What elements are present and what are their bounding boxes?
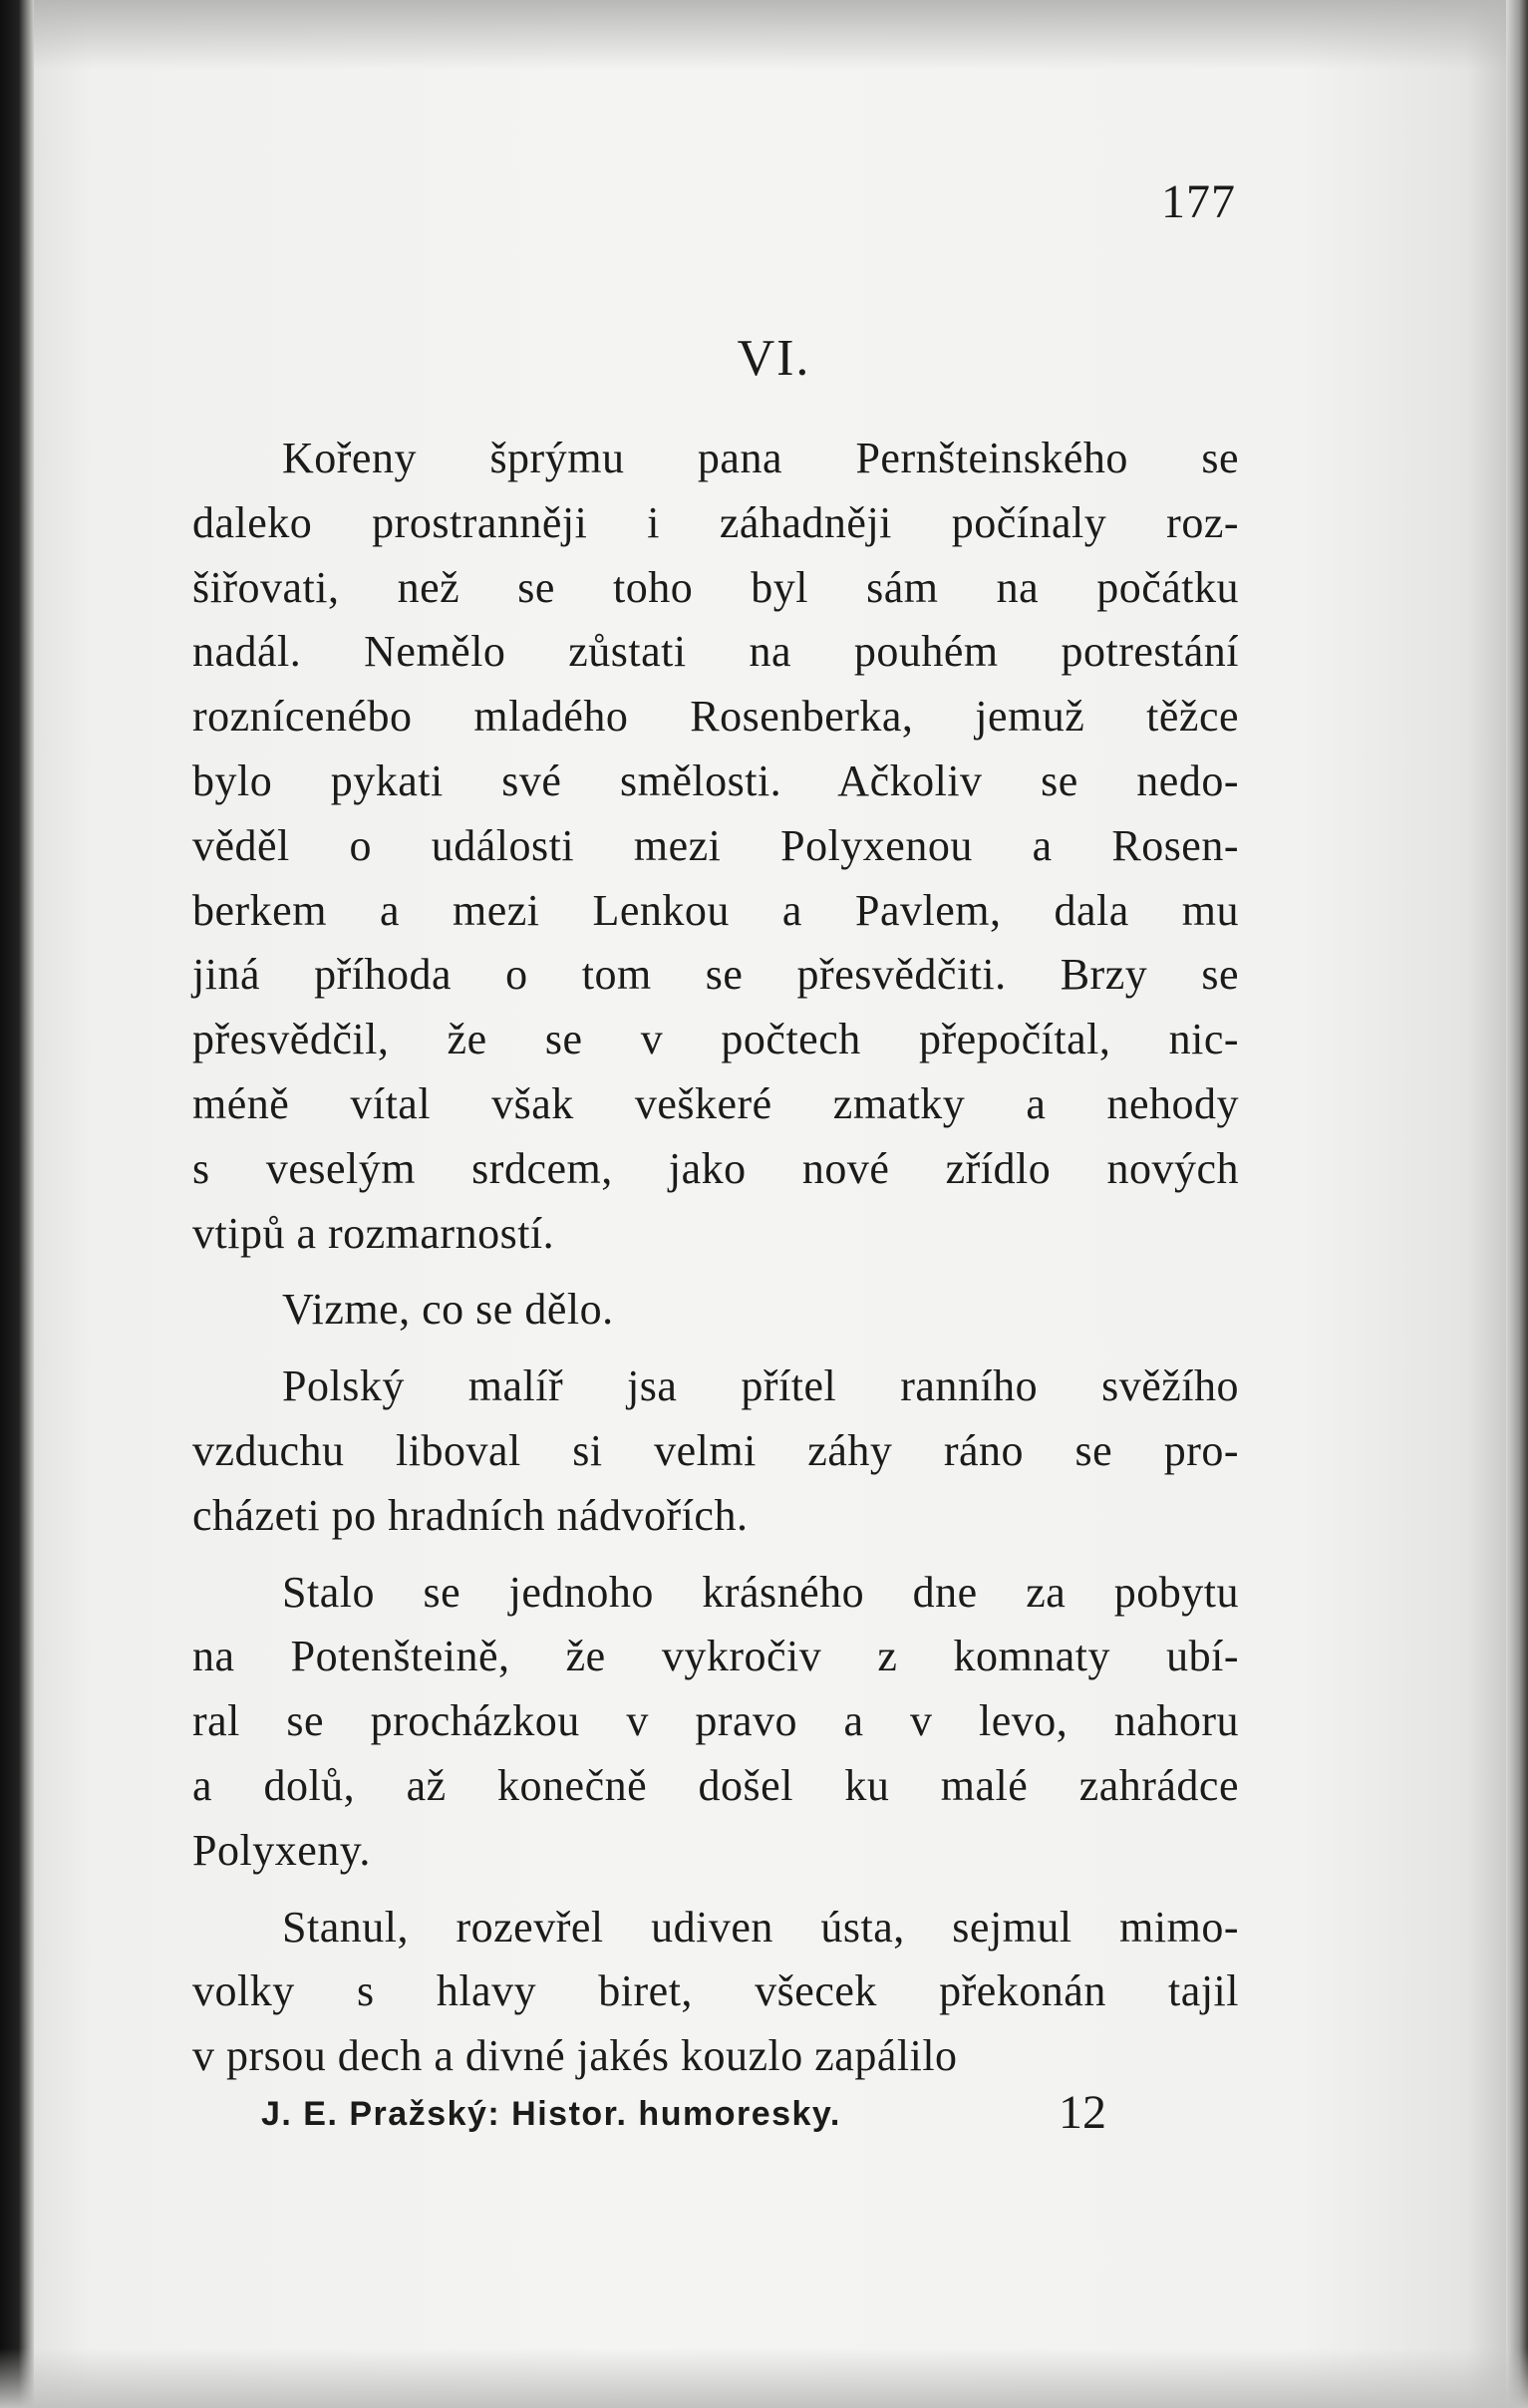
text-line: šiřovati, než se toho byl sám na počátku (192, 562, 1239, 612)
text-line: nadál. Nemělo zůstati na pouhém potrestání (192, 627, 1239, 677)
body-text (192, 427, 1239, 2101)
text-line: volky s hlavy biret, všecek překonán tajil (192, 1966, 1239, 2016)
text-line: s veselým srdcem, jako nové zřídlo nových (192, 1143, 1239, 1193)
footer-title: J. E. Pražský: Histor. humoresky. (261, 2095, 841, 2133)
page-number: 177 (1161, 175, 1236, 228)
text-line: a dolů, až konečně došel ku malé zahrádce (192, 1760, 1239, 1810)
text-line: Stanul, rozevřel udiven ústa, sejmul mimo- (282, 1902, 1239, 1952)
page-bottom-shadow (0, 2348, 1528, 2408)
chapter-heading: VI. (737, 330, 811, 387)
text-line: vzduchu liboval si velmi záhy ráno se pro- (192, 1425, 1239, 1475)
text-line: méně vítal však veškeré zmatky a nehody (192, 1078, 1239, 1128)
text-line: ral se procházkou v pravo a v levo, nahoru (192, 1696, 1239, 1746)
text-line: na Potenšteině, že vykročiv z komnaty ubí- (192, 1632, 1239, 1681)
paragraph (192, 1896, 1239, 2089)
text-line: přesvědčil, že se v počtech přepočítal, nic- (192, 1015, 1239, 1064)
text-line: roznícenébo mladého Rosenberka, jemuž těžce (192, 692, 1239, 742)
page-top-shadow (0, 0, 1528, 70)
page-footer (261, 2085, 1118, 2145)
text-line: jiná příhoda o tom se přesvědčiti. Brzy se (192, 950, 1239, 1000)
paragraph (192, 1561, 1239, 1884)
text-line: Polyxeny. (192, 1825, 371, 1875)
text-line: Kořeny šprýmu pana Pernšteinského se (282, 434, 1239, 482)
text-line: Polský malíř jsa přítel ranního svěžího (282, 1361, 1239, 1411)
text-line: daleko prostranněji i záhadněji počínaly roz- (192, 497, 1239, 547)
text-line: bylo pykati své smělosti. Ačkoliv se nedo- (192, 755, 1239, 805)
paragraph (192, 427, 1239, 1266)
text-line: věděl o události mezi Polyxenou a Rosen- (192, 820, 1239, 870)
text-line: v prsou dech a divné jakés kouzlo zapálilo (192, 2031, 958, 2081)
text-line: vtipů a rozmarností. (192, 1208, 555, 1258)
paragraph (192, 1278, 1239, 1343)
text-line: Vizme, co se dělo. (282, 1285, 614, 1335)
paragraph (192, 1354, 1239, 1548)
sheet-signature: 12 (1059, 2086, 1106, 2139)
text-line: Stalo se jednoho krásného dne za pobytu (282, 1567, 1239, 1617)
text-line: cházeti po hradních nádvořích. (192, 1490, 749, 1540)
text-line: berkem a mezi Lenkou a Pavlem, dala mu (192, 885, 1239, 935)
